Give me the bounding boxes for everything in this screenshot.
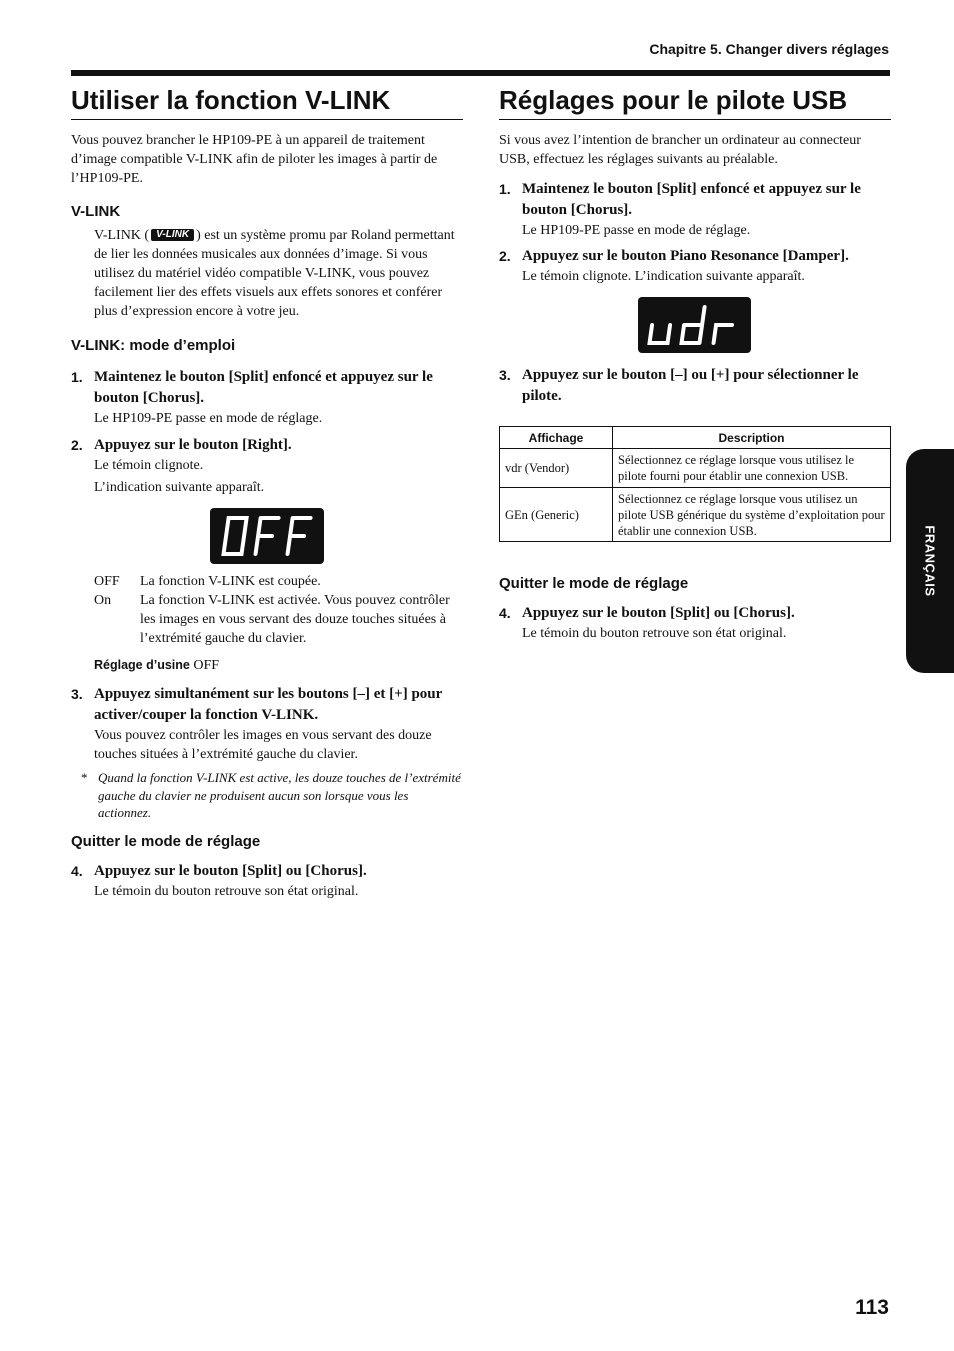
vlink-desc-pre: V-LINK ( <box>94 228 150 243</box>
table-header-description: Description <box>613 427 891 449</box>
step-desc: Le HP109-PE passe en mode de réglage. <box>522 223 751 238</box>
step-title: Maintenez le bouton [Split] enfoncé et appuyez sur le bouton [Chorus]. <box>522 181 861 218</box>
step-desc: Le HP109-PE passe en mode de réglage. <box>94 411 323 426</box>
step-number: 2. <box>71 437 83 453</box>
factory-value: OFF <box>193 658 220 673</box>
page-number: 113 <box>855 1296 889 1319</box>
lcd-display-off <box>210 508 324 564</box>
vlink-description <box>94 226 463 321</box>
step-title: Maintenez le bouton [Split] enfoncé et appuyez sur le bouton [Chorus]. <box>94 369 433 406</box>
vlink-desc-post: ) est un système promu par Roland permettant de lier les données musicales aux données d’image. Si vous utilisez du matériel vidéo compatible V-LINK, vous pouvez facilement lier des effets visuels aux effets sonores et conférer plus d’expression encore à votre jeu. <box>94 228 455 319</box>
step-title: Appuyez simultanément sur les boutons [–] et [+] pour activer/couper la fonction V-LINK. <box>94 686 443 723</box>
step-desc: Vous pouvez contrôler les images en vous servant des douze touches situées à l’extrémité gauche du clavier. <box>94 728 432 762</box>
vlink-note <box>71 769 463 822</box>
note-text: Quand la fonction V-LINK est active, les douze touches de l’extrémité gauche du clavier ne produisent aucun son lorsque vous les actionnez. <box>98 770 461 820</box>
table-cell-display: vdr (Vendor) <box>500 449 613 488</box>
step-title: Appuyez sur le bouton [Split] ou [Chorus]. <box>522 605 795 621</box>
right-step-1 <box>499 179 891 240</box>
option-value: La fonction V-LINK est activée. Vous pouvez contrôler les images en vous servant des douze touches situées à l’extrémité gauche du clavier. <box>140 593 450 646</box>
language-tab <box>906 449 954 673</box>
vlink-intro: Vous pouvez brancher le HP109-PE à un appareil de traitement d’image compatible V-LINK afin de piloter les images à partir de l’HP109-PE. <box>71 133 438 186</box>
left-quit-heading: Quitter le mode de réglage <box>71 832 261 850</box>
table-header-row <box>500 427 891 449</box>
left-step-1 <box>71 367 463 428</box>
lcd-display-udr <box>638 297 751 353</box>
step-number: 1. <box>71 369 83 385</box>
table-cell-description: Sélectionnez ce réglage lorsque vous utilisez un pilote USB générique du système d’exploitation pour établir une connexion USB. <box>613 488 891 542</box>
lcd-segments <box>638 297 751 353</box>
step-number: 3. <box>499 367 511 383</box>
right-quit-heading: Quitter le mode de réglage <box>499 575 689 592</box>
step-number: 1. <box>499 181 511 197</box>
table-cell-description: Sélectionnez ce réglage lorsque vous utilisez le pilote fourni pour établir une connexion USB. <box>613 449 891 488</box>
table-header-display: Affichage <box>500 427 613 449</box>
step-number: 4. <box>71 862 83 879</box>
factory-label: Réglage d’usine <box>94 658 190 672</box>
language-tab-label: FRANÇAIS <box>922 525 938 597</box>
right-step-4 <box>499 603 891 643</box>
step-title: Appuyez sur le bouton [Right]. <box>94 437 292 453</box>
left-column <box>71 76 463 901</box>
step-desc: Le témoin du bouton retrouve son état original. <box>522 626 787 641</box>
step-title: Appuyez sur le bouton Piano Resonance [Damper]. <box>522 248 849 264</box>
lcd-segments <box>210 508 324 564</box>
step-desc: Le témoin du bouton retrouve son état original. <box>94 883 359 899</box>
section-title-vlink: Utiliser la fonction V-LINK <box>71 76 463 120</box>
right-step-2 <box>499 246 891 286</box>
section-title-usb: Réglages pour le pilote USB <box>499 76 891 120</box>
step-title: Appuyez sur le bouton [Split] ou [Chorus]. <box>94 862 367 879</box>
left-step-4 <box>71 861 463 901</box>
step-desc: Le témoin clignote. L’indication suivante apparaît. <box>522 269 805 284</box>
step-desc: L’indication suivante apparaît. <box>94 480 265 495</box>
table-cell-display: GEn (Generic) <box>500 488 613 542</box>
note-asterisk: * <box>81 770 88 785</box>
right-step-3 <box>499 365 891 407</box>
step-desc: Le témoin clignote. <box>94 458 204 473</box>
vlink-heading: V-LINK <box>71 203 121 220</box>
step-title: Appuyez sur le bouton [–] ou [+] pour sélectionner le pilote. <box>522 367 859 404</box>
step-number: 3. <box>71 686 83 702</box>
option-value: La fonction V-LINK est coupée. <box>140 574 321 589</box>
step-number: 2. <box>499 248 511 264</box>
usb-intro: Si vous avez l’intention de brancher un ordinateur au connecteur USB, effectuez les réglages suivants au préalable. <box>499 133 861 167</box>
option-key: OFF <box>94 574 120 589</box>
usage-heading: V-LINK: mode d’emploi <box>71 337 236 354</box>
left-step-3 <box>71 684 463 764</box>
table-row <box>500 488 891 542</box>
step-number: 4. <box>499 605 511 621</box>
option-on <box>94 591 463 648</box>
driver-table <box>499 426 891 542</box>
chapter-header: Chapitre 5. Changer divers réglages <box>649 41 889 57</box>
left-step-2 <box>71 435 463 497</box>
option-off <box>94 572 463 591</box>
table-row <box>500 449 891 488</box>
vlink-logo: V-LINK <box>151 229 194 241</box>
factory-setting <box>94 656 463 675</box>
right-column <box>499 76 891 643</box>
option-key: On <box>94 593 112 608</box>
